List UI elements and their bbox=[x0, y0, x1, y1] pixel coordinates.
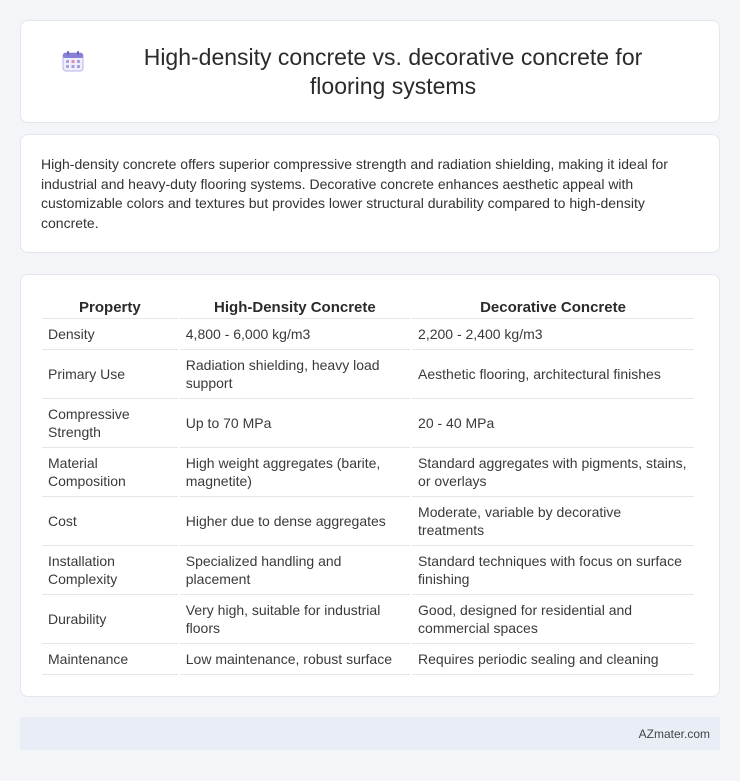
table-row bbox=[42, 319, 694, 350]
footer-bar bbox=[20, 717, 720, 750]
row-decorative-value: Standard techniques with focus on surface finishing bbox=[412, 546, 694, 595]
row-decorative-value: Standard aggregates with pigments, stains, or overlays bbox=[412, 448, 694, 497]
header-decorative: Decorative Concrete bbox=[412, 295, 694, 319]
table-row bbox=[42, 595, 694, 644]
table-row bbox=[42, 497, 694, 546]
row-decorative-value: Moderate, variable by decorative treatments bbox=[412, 497, 694, 546]
page-title: High-density concrete vs. decorative concrete for flooring systems bbox=[143, 43, 643, 99]
table-row bbox=[42, 448, 694, 497]
row-decorative-value: Good, designed for residential and commercial spaces bbox=[412, 595, 694, 644]
header-property: Property bbox=[42, 295, 178, 319]
row-high-density-value: Higher due to dense aggregates bbox=[180, 497, 410, 546]
comparison-table bbox=[40, 295, 696, 675]
header-high-density: High-Density Concrete bbox=[180, 295, 410, 319]
row-decorative-value: 20 - 40 MPa bbox=[412, 399, 694, 448]
summary-text: High-density concrete offers superior compressive strength and radiation shielding, making it ideal for industrial and heavy-duty flooring systems. Decorative concrete enhances aesthetic appeal with customizable colors and textures but provides lower structural durability compared to high-density concrete. bbox=[41, 156, 668, 231]
row-decorative-value: 2,200 - 2,400 kg/m3 bbox=[412, 319, 694, 350]
table-row bbox=[42, 350, 694, 399]
row-high-density-value: Low maintenance, robust surface bbox=[180, 644, 410, 675]
table-header-row bbox=[42, 295, 694, 319]
row-property: Durability bbox=[42, 595, 178, 644]
summary-card bbox=[20, 134, 720, 253]
row-high-density-value: Very high, suitable for industrial floors bbox=[180, 595, 410, 644]
row-high-density-value: Up to 70 MPa bbox=[180, 399, 410, 448]
footer-brand: AZmater.com bbox=[638, 726, 710, 741]
title-card bbox=[20, 20, 720, 123]
row-high-density-value: 4,800 - 6,000 kg/m3 bbox=[180, 319, 410, 350]
table-row bbox=[42, 644, 694, 675]
row-property: Maintenance bbox=[42, 644, 178, 675]
row-property: Material Composition bbox=[42, 448, 178, 497]
row-property: Primary Use bbox=[42, 350, 178, 399]
row-property: Density bbox=[42, 319, 178, 350]
row-high-density-value: Specialized handling and placement bbox=[180, 546, 410, 595]
row-high-density-value: High weight aggregates (barite, magnetite) bbox=[180, 448, 410, 497]
calendar-icon bbox=[61, 49, 85, 73]
row-high-density-value: Radiation shielding, heavy load support bbox=[180, 350, 410, 399]
title-wrap bbox=[61, 43, 679, 101]
row-property: Installation Complexity bbox=[42, 546, 178, 595]
row-property: Compressive Strength bbox=[42, 399, 178, 448]
table-row bbox=[42, 399, 694, 448]
row-property: Cost bbox=[42, 497, 178, 546]
table-row bbox=[42, 546, 694, 595]
comparison-card bbox=[20, 274, 720, 697]
row-decorative-value: Requires periodic sealing and cleaning bbox=[412, 644, 694, 675]
row-decorative-value: Aesthetic flooring, architectural finishes bbox=[412, 350, 694, 399]
